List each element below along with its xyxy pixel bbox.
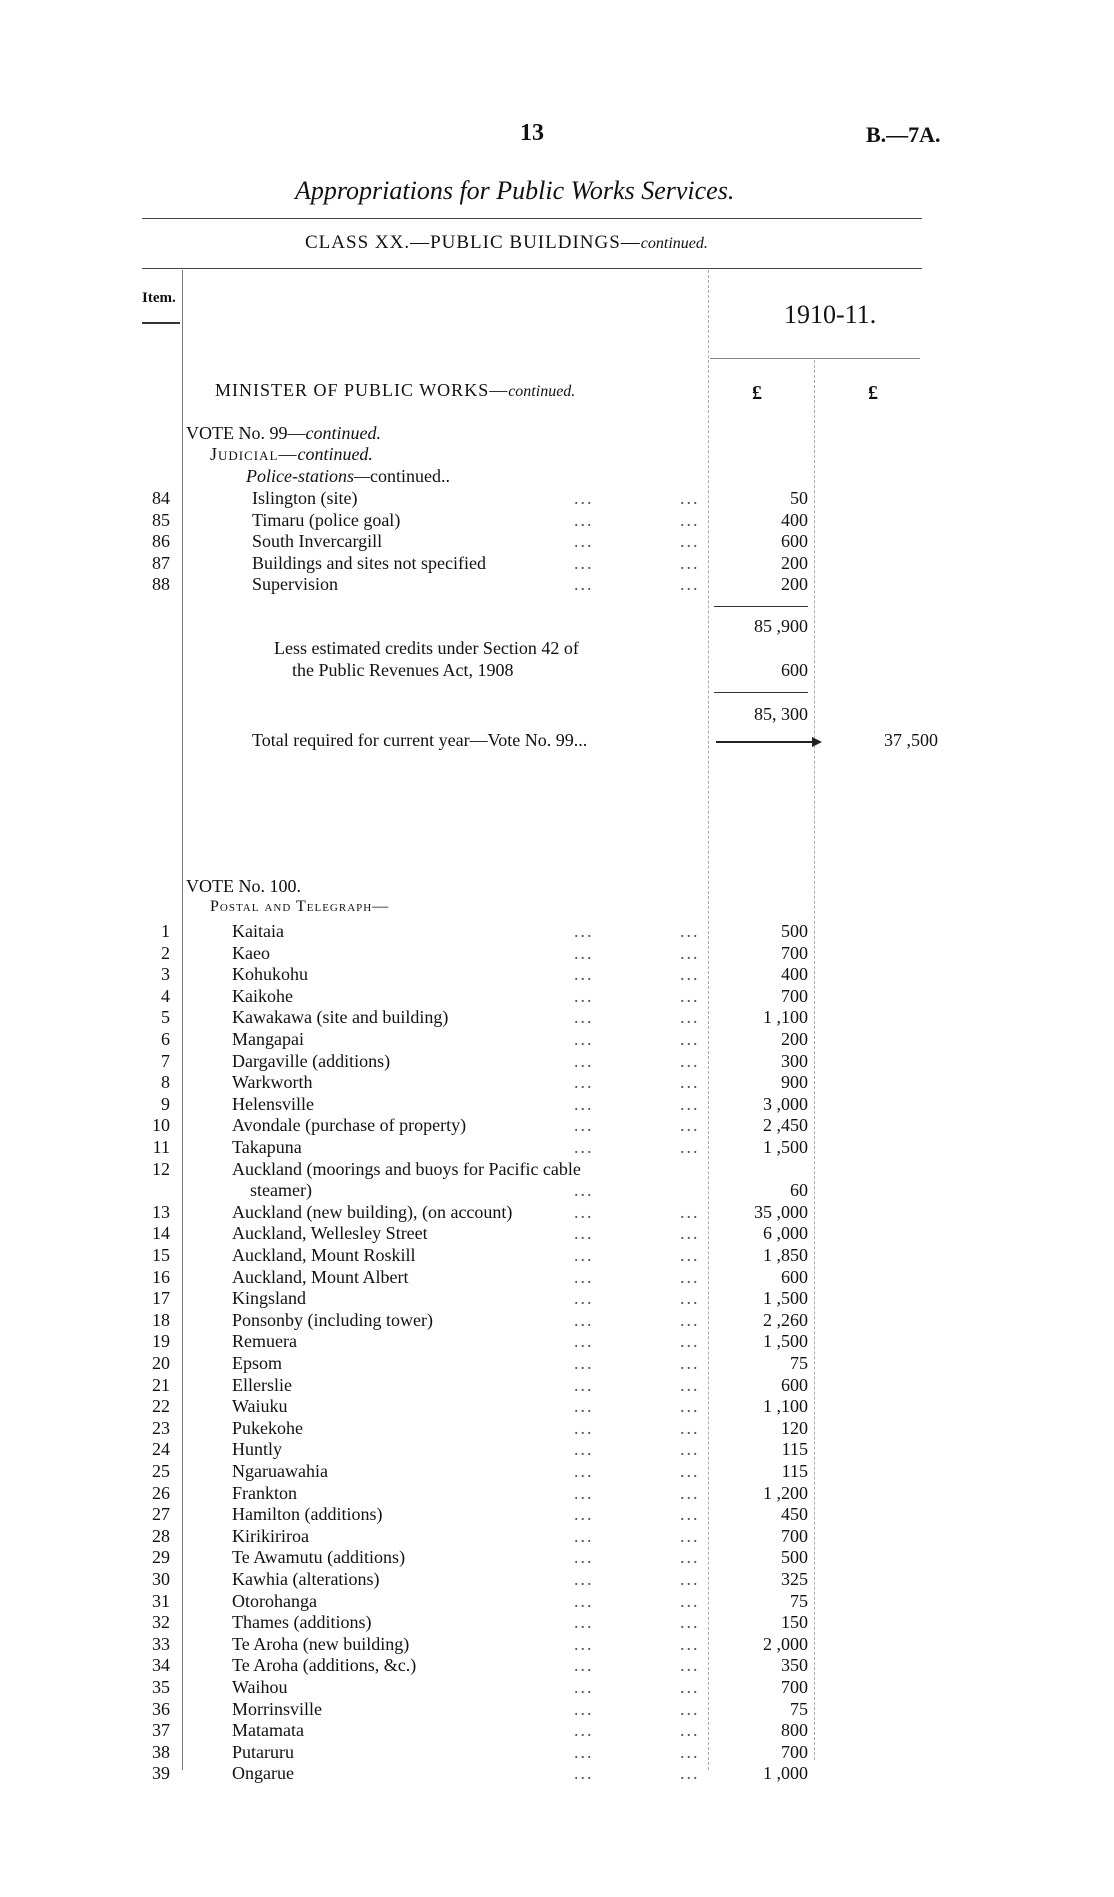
- vote-100-title: VOTE No. 100.: [186, 876, 301, 896]
- table-row: [0, 986, 1114, 1008]
- table-row: [0, 921, 1114, 943]
- item-amount: 600: [781, 531, 808, 552]
- table-row-continuation: [0, 1180, 1114, 1202]
- item-amount: 75: [790, 1590, 808, 1611]
- item-number: 37: [152, 1720, 170, 1741]
- leader-dots: ...: [680, 1245, 700, 1265]
- item-number: 25: [152, 1461, 170, 1481]
- table-row: [0, 1461, 1114, 1483]
- item-name: Te Aroha (new building): [232, 1633, 410, 1654]
- leader-dots: ...: [574, 921, 594, 941]
- item-amount: 300: [781, 1050, 808, 1071]
- table-top-rule: [142, 268, 922, 269]
- document-reference: B.—7A.: [866, 122, 941, 147]
- leader-dots: ...: [680, 574, 700, 595]
- leader-dots: ...: [680, 1331, 700, 1352]
- item-number: 85: [152, 509, 170, 530]
- item-number: 2: [161, 942, 170, 963]
- item-name: Auckland, Mount Albert: [232, 1266, 409, 1287]
- item-number: 1: [161, 921, 170, 941]
- item-number: 28: [152, 1525, 170, 1546]
- item-name: Supervision: [252, 574, 339, 595]
- item-number: 35: [152, 1677, 170, 1697]
- leader-dots: ...: [680, 921, 700, 941]
- leader-dots: ...: [680, 1201, 700, 1222]
- item-amount: 450: [781, 1504, 808, 1525]
- leader-dots: ...: [680, 1547, 700, 1568]
- leader-dots: ...: [574, 1223, 594, 1244]
- item-number: 5: [161, 1007, 170, 1028]
- item-name: Mangapai: [232, 1029, 304, 1049]
- item-name: Warkworth: [232, 1072, 313, 1093]
- item-number: 11: [152, 1137, 170, 1157]
- item-name: Waihou: [232, 1677, 288, 1697]
- year-header: 1910-11.: [784, 300, 877, 329]
- leader-dots: ...: [574, 1698, 594, 1719]
- table-row: [0, 1159, 1114, 1181]
- item-amount: 75: [790, 1698, 808, 1719]
- table-row: [0, 1591, 1114, 1613]
- minister-heading: MINISTER OF PUBLIC WORKS—continued.: [215, 380, 576, 400]
- item-amount: 1 ,100: [763, 1007, 808, 1028]
- leader-dots: ...: [680, 1417, 700, 1438]
- item-number: 39: [152, 1763, 170, 1784]
- page-number: 13: [520, 120, 544, 146]
- leader-dots: ...: [574, 1050, 594, 1071]
- item-number: 17: [152, 1288, 170, 1309]
- table-row: [0, 1310, 1114, 1332]
- item-column-header: Item.: [142, 290, 176, 306]
- item-amount: 600: [781, 1266, 808, 1287]
- leader-dots: ...: [574, 1245, 594, 1265]
- item-amount: 1 ,850: [763, 1245, 808, 1265]
- leader-dots: ...: [574, 1677, 594, 1697]
- table-row: [0, 1699, 1114, 1721]
- leader-dots: ...: [680, 1029, 700, 1049]
- leader-dots: ...: [574, 1482, 594, 1503]
- item-name: Auckland (moorings and buoys for Pacific cable: [232, 1158, 581, 1179]
- item-number: 86: [152, 531, 170, 552]
- item-number: 84: [152, 488, 170, 508]
- leader-dots: ...: [574, 531, 594, 552]
- item-amount: 150: [781, 1612, 808, 1633]
- item-name: Takapuna: [232, 1137, 302, 1157]
- item-amount: 700: [781, 985, 808, 1006]
- table-row: [0, 1137, 1114, 1159]
- item-number: 87: [152, 552, 170, 573]
- leader-dots: ...: [574, 1029, 594, 1049]
- item-number: 27: [152, 1504, 170, 1525]
- table-row: [0, 1634, 1114, 1656]
- item-amount: 700: [781, 1677, 808, 1697]
- item-number: 8: [161, 1072, 170, 1093]
- leader-dots: ...: [574, 1115, 594, 1136]
- table-row: [0, 1375, 1114, 1397]
- table-row: [0, 1007, 1114, 1029]
- table-row: [0, 1051, 1114, 1073]
- item-amount: 1 ,500: [763, 1331, 808, 1352]
- net-rule: [714, 692, 808, 693]
- table-row: [0, 1396, 1114, 1418]
- item-number: 38: [152, 1741, 170, 1762]
- leader-dots: ...: [680, 1720, 700, 1741]
- item-amount: 200: [781, 552, 808, 573]
- less-credits-amount: 600: [781, 660, 808, 680]
- item-number: 7: [161, 1050, 170, 1071]
- leader-dots: ...: [680, 1309, 700, 1330]
- item-name: Kaikohe: [232, 985, 293, 1006]
- table-row: [0, 1353, 1114, 1375]
- leader-dots: ...: [680, 942, 700, 963]
- subtotal-rule: [714, 606, 808, 607]
- table-row: [0, 1094, 1114, 1116]
- item-amount: 200: [781, 1029, 808, 1049]
- currency-header-1: £: [752, 382, 762, 404]
- item-amount: 1 ,500: [763, 1288, 808, 1309]
- item-amount: 35 ,000: [754, 1201, 808, 1222]
- leader-dots: ...: [574, 488, 594, 508]
- class-heading: CLASS XX.—PUBLIC BUILDINGS—continued.: [305, 232, 708, 253]
- item-name: Auckland (new building), (on account): [232, 1201, 513, 1222]
- leader-dots: ...: [680, 1504, 700, 1525]
- item-amount: 6 ,000: [763, 1223, 808, 1244]
- table-row: [0, 1677, 1114, 1699]
- table-row: [0, 1267, 1114, 1289]
- leader-dots: ...: [574, 1201, 594, 1222]
- table-row: [0, 1655, 1114, 1677]
- item-name: South Invercargill: [252, 531, 383, 552]
- item-number: 88: [152, 574, 170, 595]
- leader-dots: ...: [574, 1720, 594, 1741]
- table-row: [0, 1029, 1114, 1051]
- leader-dots: ...: [680, 1655, 700, 1676]
- leader-dots: ...: [574, 574, 594, 595]
- item-name: Ngaruawahia: [232, 1461, 328, 1481]
- table-row: [0, 1547, 1114, 1569]
- item-number: 21: [152, 1374, 170, 1395]
- leader-dots: ...: [574, 1374, 594, 1395]
- table-row: [0, 531, 1114, 553]
- leader-dots: ...: [574, 1612, 594, 1633]
- leader-dots: ...: [680, 1137, 700, 1157]
- leader-dots: ...: [680, 1396, 700, 1417]
- table-row: [0, 488, 1114, 510]
- table-row: [0, 574, 1114, 596]
- item-amount: 500: [781, 921, 808, 941]
- item-amount: 900: [781, 1072, 808, 1093]
- leader-dots: ...: [680, 1698, 700, 1719]
- item-amount: 350: [781, 1655, 808, 1676]
- table-row: [0, 1612, 1114, 1634]
- leader-dots: ...: [680, 1590, 700, 1611]
- leader-dots: ...: [574, 1093, 594, 1114]
- leader-dots: ...: [680, 1374, 700, 1395]
- table-row: [0, 1288, 1114, 1310]
- item-amount: 115: [781, 1461, 808, 1481]
- item-number: 19: [152, 1331, 170, 1352]
- table-row: [0, 1245, 1114, 1267]
- item-amount: 325: [781, 1569, 808, 1589]
- item-number: 13: [152, 1201, 170, 1222]
- table-row: [0, 964, 1114, 986]
- table-row: [0, 1418, 1114, 1440]
- table-row: [0, 1223, 1114, 1245]
- item-name: Timaru (police goal): [252, 509, 401, 530]
- item-name: Pukekohe: [232, 1417, 303, 1438]
- less-credits-text-1: Less estimated credits under Section 42 of: [274, 638, 579, 658]
- leader-dots: ...: [680, 1007, 700, 1028]
- leader-dots: ...: [574, 1137, 594, 1157]
- table-row: [0, 553, 1114, 575]
- item-amount: 3 ,000: [763, 1093, 808, 1114]
- page-title: Appropriations for Public Works Services.: [295, 176, 735, 205]
- item-name: Buildings and sites not specified: [252, 552, 486, 573]
- item-number: 3: [161, 964, 170, 985]
- item-amount: 200: [781, 574, 808, 595]
- vote-99-subsubhead: Police-stations—continued..: [246, 466, 450, 486]
- item-amount: 400: [781, 964, 808, 985]
- item-name: Putaruru: [232, 1741, 294, 1762]
- table-row: [0, 1483, 1114, 1505]
- leader-dots: ...: [574, 552, 594, 573]
- leader-dots: ...: [574, 1072, 594, 1093]
- item-number: 16: [152, 1266, 170, 1287]
- leader-dots: ...: [680, 1266, 700, 1287]
- leader-dots: ...: [680, 1763, 700, 1784]
- leader-dots: ...: [680, 964, 700, 985]
- table-row: [0, 1763, 1114, 1785]
- item-number: 10: [152, 1115, 170, 1136]
- leader-dots: ...: [574, 1763, 594, 1784]
- leader-dots: ...: [680, 1050, 700, 1071]
- leader-dots: ...: [680, 1612, 700, 1633]
- item-name: Huntly: [232, 1439, 283, 1460]
- item-number: 29: [152, 1547, 170, 1568]
- leader-dots: ...: [574, 1590, 594, 1611]
- item-name: Thames (additions): [232, 1612, 372, 1633]
- item-name-continuation: steamer): [250, 1180, 312, 1201]
- item-name: Kirikiriroa: [232, 1525, 309, 1546]
- item-name: Auckland, Wellesley Street: [232, 1223, 428, 1244]
- leader-dots: ...: [680, 985, 700, 1006]
- item-number: 32: [152, 1612, 170, 1633]
- leader-dots: ...: [680, 1569, 700, 1589]
- item-name: Kawakawa (site and building): [232, 1007, 449, 1028]
- item-name: Avondale (purchase of property): [232, 1115, 467, 1136]
- item-amount: 75: [790, 1353, 808, 1373]
- item-amount: 1 ,100: [763, 1396, 808, 1417]
- leader-dots: ...: [574, 509, 594, 530]
- leader-dots: ...: [680, 1353, 700, 1373]
- year-header-rule: [710, 358, 920, 359]
- item-name: Otorohanga: [232, 1590, 317, 1611]
- table-row: [0, 1504, 1114, 1526]
- table-row: [0, 943, 1114, 965]
- leader-dots: ...: [680, 509, 700, 530]
- leader-dots: ...: [574, 1633, 594, 1654]
- item-amount: 60: [790, 1180, 808, 1201]
- item-number: 15: [152, 1245, 170, 1265]
- leader-dots: ...: [680, 1482, 700, 1503]
- item-amount: 2 ,000: [763, 1633, 808, 1654]
- currency-header-2: £: [868, 382, 878, 404]
- leader-dots: ...: [574, 1353, 594, 1373]
- leader-dots: ...: [680, 488, 700, 508]
- item-number: 24: [152, 1439, 170, 1460]
- vote-99-title: VOTE No. 99—continued.: [186, 423, 381, 443]
- item-amount: 700: [781, 1741, 808, 1762]
- vote-99-net: 85, 300: [754, 704, 808, 724]
- item-name: Morrinsville: [232, 1698, 322, 1719]
- item-number: 12: [152, 1158, 170, 1179]
- table-row: [0, 1072, 1114, 1094]
- item-number: 31: [152, 1590, 170, 1611]
- vote-100-subhead: Postal and Telegraph—: [210, 898, 390, 915]
- item-amount: 2 ,450: [763, 1115, 808, 1136]
- item-name: Frankton: [232, 1482, 297, 1503]
- leader-dots: ...: [574, 1547, 594, 1568]
- leader-dots: ...: [574, 1569, 594, 1589]
- item-number: 36: [152, 1698, 170, 1719]
- item-number: 33: [152, 1633, 170, 1654]
- leader-dots: ...: [680, 1288, 700, 1309]
- leader-dots: ...: [680, 1093, 700, 1114]
- leader-dots: ...: [574, 1007, 594, 1028]
- table-row: [0, 1202, 1114, 1224]
- vote-99-subtotal: 85 ,900: [754, 616, 808, 636]
- item-number: 4: [161, 985, 170, 1006]
- table-row: [0, 1331, 1114, 1353]
- item-number: 22: [152, 1396, 170, 1417]
- leader-dots: ...: [680, 1439, 700, 1460]
- leader-dots: ...: [574, 1525, 594, 1546]
- item-amount: 500: [781, 1547, 808, 1568]
- vote-99-total-label: Total required for current year—Vote No. 99...: [252, 730, 588, 750]
- item-name: Ongarue: [232, 1763, 294, 1784]
- leader-dots: ...: [680, 1741, 700, 1762]
- item-name: Dargaville (additions): [232, 1050, 391, 1071]
- item-number: 34: [152, 1655, 170, 1676]
- item-number: 26: [152, 1482, 170, 1503]
- item-name: Ellerslie: [232, 1374, 292, 1395]
- item-name: Te Aroha (additions, &c.): [232, 1655, 417, 1676]
- leader-dots: ...: [574, 1396, 594, 1417]
- item-amount: 50: [790, 488, 808, 508]
- table-row: [0, 1439, 1114, 1461]
- item-amount: 800: [781, 1720, 808, 1741]
- item-number: 20: [152, 1353, 170, 1373]
- leader-dots: ...: [574, 964, 594, 985]
- item-number: 30: [152, 1569, 170, 1589]
- item-amount: 700: [781, 942, 808, 963]
- leader-dots: ...: [680, 1072, 700, 1093]
- item-name: Helensville: [232, 1093, 314, 1114]
- item-number: 14: [152, 1223, 170, 1244]
- item-name: Waiuku: [232, 1396, 288, 1417]
- leader-dots: ...: [574, 1741, 594, 1762]
- leader-dots: ...: [574, 1439, 594, 1460]
- item-amount: 1 ,500: [763, 1137, 808, 1157]
- leader-dots: ...: [574, 1331, 594, 1352]
- table-row: [0, 1115, 1114, 1137]
- leader-dots: ...: [680, 1461, 700, 1481]
- table-row: [0, 1742, 1114, 1764]
- item-name: Ponsonby (including tower): [232, 1309, 433, 1330]
- leader-dots: ...: [574, 1504, 594, 1525]
- leader-dots: ...: [574, 1461, 594, 1481]
- total-arrow: [716, 741, 820, 743]
- leader-dots: ...: [680, 1525, 700, 1546]
- item-amount: 1 ,200: [763, 1482, 808, 1503]
- leader-dots: ...: [680, 1223, 700, 1244]
- table-row: [0, 510, 1114, 532]
- item-name: Te Awamutu (additions): [232, 1547, 406, 1568]
- item-amount: 120: [781, 1417, 808, 1438]
- leader-dots: ...: [574, 1309, 594, 1330]
- leader-dots: ...: [574, 1655, 594, 1676]
- leader-dots: ...: [574, 1288, 594, 1309]
- item-number: 6: [161, 1029, 170, 1049]
- item-name: Kingsland: [232, 1288, 306, 1309]
- item-name: Islington (site): [252, 488, 358, 508]
- leader-dots: ...: [574, 1180, 594, 1201]
- item-name: Matamata: [232, 1720, 304, 1741]
- item-name: Kaeo: [232, 942, 270, 963]
- leader-dots: ...: [574, 942, 594, 963]
- item-name: Kawhia (alterations): [232, 1569, 380, 1589]
- item-amount: 400: [781, 509, 808, 530]
- item-name: Kaitaia: [232, 921, 284, 941]
- item-name: Auckland, Mount Roskill: [232, 1245, 416, 1265]
- item-amount: 700: [781, 1525, 808, 1546]
- item-number: 23: [152, 1417, 170, 1438]
- table-row: [0, 1569, 1114, 1591]
- vote-99-subhead: Judicial—continued.: [210, 444, 373, 464]
- item-number: 9: [161, 1093, 170, 1114]
- leader-dots: ...: [680, 552, 700, 573]
- less-credits-text-2: the Public Revenues Act, 1908: [292, 660, 514, 680]
- leader-dots: ...: [680, 1677, 700, 1697]
- item-number: 18: [152, 1309, 170, 1330]
- leader-dots: ...: [574, 1417, 594, 1438]
- table-row: [0, 1720, 1114, 1742]
- item-name: Remuera: [232, 1331, 297, 1352]
- item-amount: 2 ,260: [763, 1309, 808, 1330]
- leader-dots: ...: [680, 1633, 700, 1654]
- leader-dots: ...: [574, 1266, 594, 1287]
- leader-dots: ...: [574, 985, 594, 1006]
- vote-99-total-amount: 37 ,500: [884, 730, 938, 750]
- item-amount: 1 ,000: [763, 1763, 808, 1784]
- item-name: Hamilton (additions): [232, 1504, 383, 1525]
- item-header-underline: [142, 322, 180, 324]
- item-amount: 600: [781, 1374, 808, 1395]
- item-name: Kohukohu: [232, 964, 308, 985]
- item-amount: 115: [781, 1439, 808, 1460]
- table-row: [0, 1526, 1114, 1548]
- title-rule: [142, 218, 922, 219]
- leader-dots: ...: [680, 531, 700, 552]
- leader-dots: ...: [680, 1115, 700, 1136]
- item-name: Epsom: [232, 1353, 283, 1373]
